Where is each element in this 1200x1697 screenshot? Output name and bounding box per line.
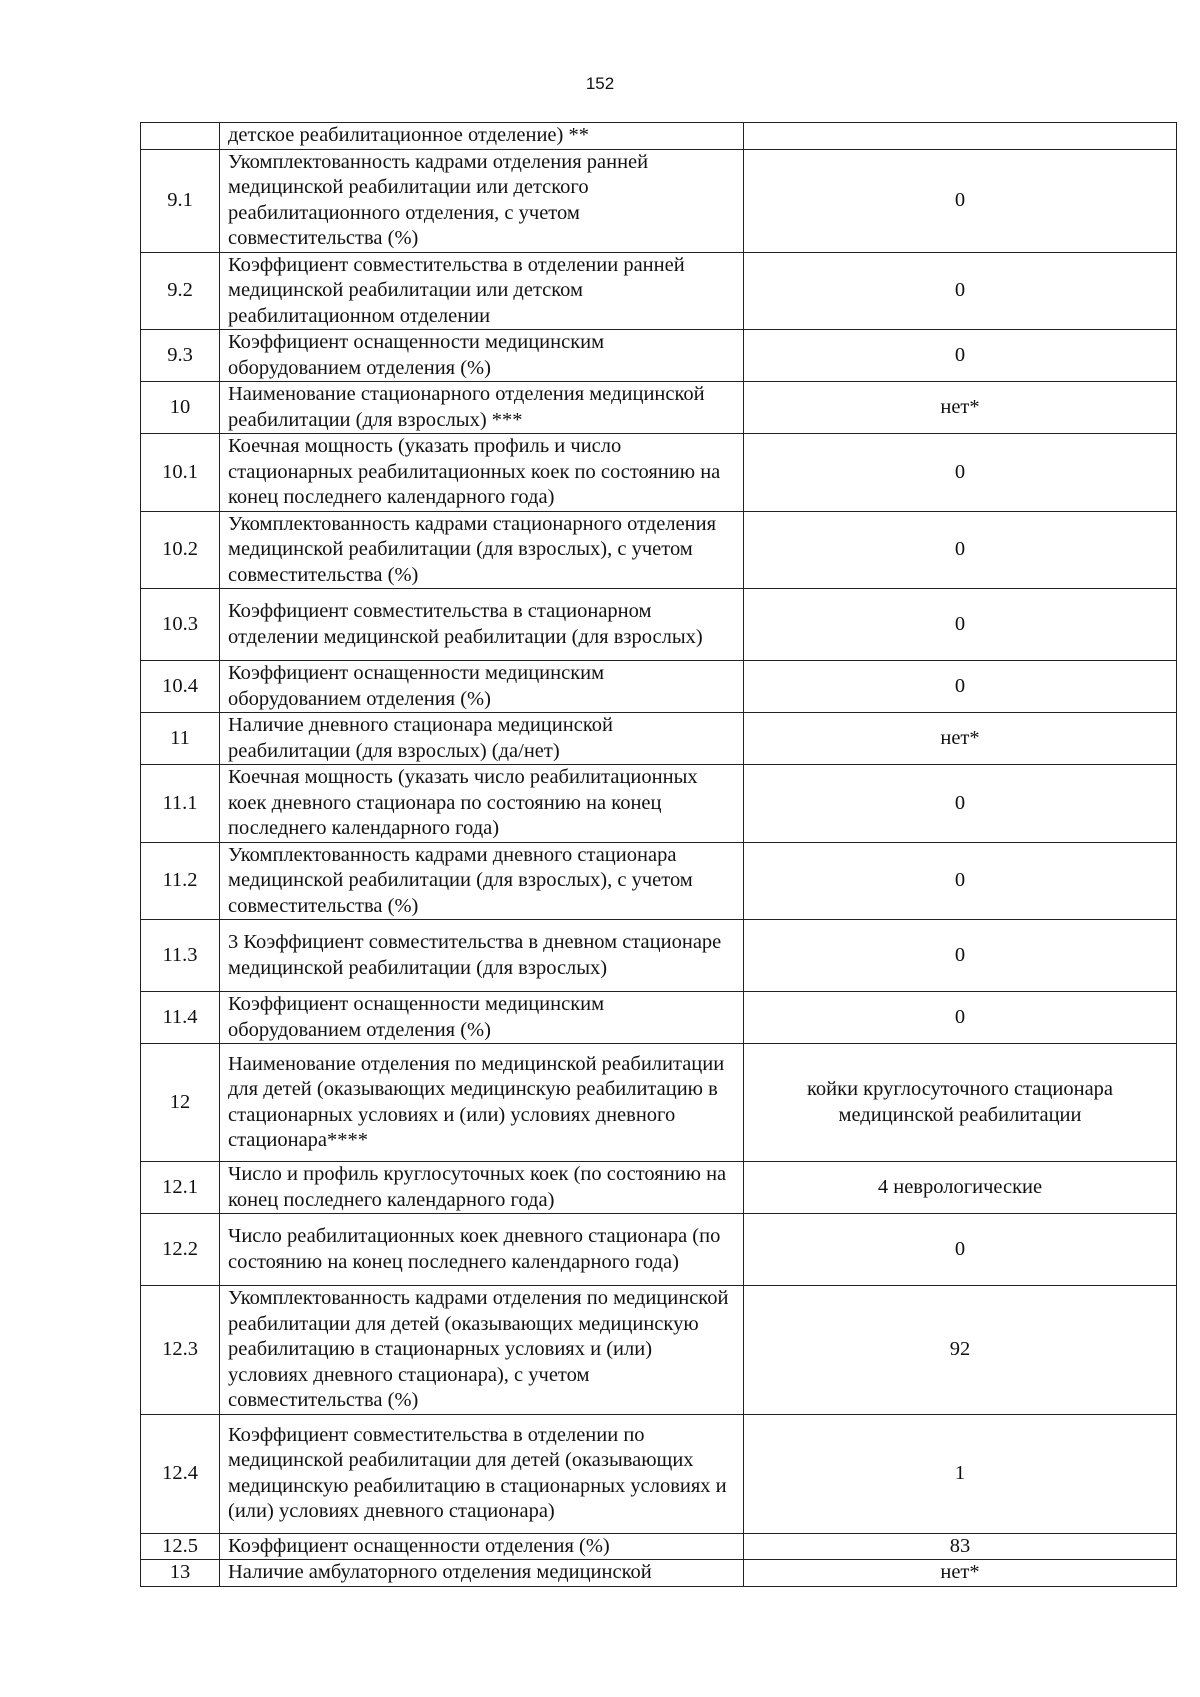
indicator-name-cell: Укомплектованность кадрами отделения по медицинской реабилитации для детей (оказывающих медицинскую реабилитацию в стационарных условиях и (или) условиях дневного стационара), с учетом совместительства (%) (220, 1286, 744, 1415)
indicator-value-cell: 0 (744, 992, 1177, 1044)
indicators-table (140, 122, 1177, 1587)
indicator-value-cell: 0 (744, 149, 1177, 252)
row-number-cell: 11.1 (141, 765, 220, 843)
indicator-name-cell: Коэффициент оснащенности медицинским оборудованием отделения (%) (220, 661, 744, 713)
row-number-cell: 11.2 (141, 842, 220, 920)
row-number-cell: 10.2 (141, 511, 220, 589)
row-number-cell: 11.3 (141, 920, 220, 992)
indicator-name-cell: Укомплектованность кадрами стационарного отделения медицинской реабилитации (для взрослых), с учетом совместительства (%) (220, 511, 744, 589)
row-number-cell: 11.4 (141, 992, 220, 1044)
indicator-name-cell: Укомплектованность кадрами дневного стационара медицинской реабилитации (для взрослых), с учетом совместительства (%) (220, 842, 744, 920)
indicator-name-cell: Наличие амбулаторного отделения медицинской (220, 1560, 744, 1587)
indicator-value-cell: 0 (744, 252, 1177, 330)
table-row (141, 765, 1177, 843)
row-number-cell (141, 123, 220, 150)
row-number-cell: 10.3 (141, 589, 220, 661)
indicator-name-cell: Число реабилитационных коек дневного стационара (по состоянию на конец последнего календарного года) (220, 1214, 744, 1286)
indicator-name-cell: Коэффициент оснащенности медицинским оборудованием отделения (%) (220, 992, 744, 1044)
indicator-value-cell: 1 (744, 1414, 1177, 1533)
table-row (141, 1044, 1177, 1162)
indicator-value-cell (744, 123, 1177, 150)
indicator-value-cell: 0 (744, 589, 1177, 661)
table-row (141, 992, 1177, 1044)
table-row (141, 149, 1177, 252)
indicator-value-cell: койки круглосуточного стационара медицинской реабилитации (744, 1044, 1177, 1162)
row-number-cell: 12.1 (141, 1162, 220, 1214)
indicator-name-cell: Укомплектованность кадрами отделения ранней медицинской реабилитации или детского реабилитационного отделения, с учетом совместительства (%) (220, 149, 744, 252)
indicator-value-cell: 92 (744, 1286, 1177, 1415)
table-row (141, 511, 1177, 589)
indicator-name-cell: Коечная мощность (указать число реабилитационных коек дневного стационара по состоянию на конец последнего календарного года) (220, 765, 744, 843)
table-row (141, 330, 1177, 382)
indicator-value-cell: 0 (744, 511, 1177, 589)
indicator-value-cell: 0 (744, 661, 1177, 713)
indicator-name-cell: Коэффициент совместительства в отделении по медицинской реабилитации для детей (оказывающих медицинскую реабилитацию в стационарных условиях и (или) условиях дневного стационара) (220, 1414, 744, 1533)
table-row (141, 252, 1177, 330)
row-number-cell: 12 (141, 1044, 220, 1162)
table-row (141, 589, 1177, 661)
indicator-name-cell: Наименование отделения по медицинской реабилитации для детей (оказывающих медицинскую реабилитацию в стационарных условиях и (или) условиях дневного стационара**** (220, 1044, 744, 1162)
indicator-value-cell: 0 (744, 765, 1177, 843)
table-row (141, 842, 1177, 920)
indicator-value-cell: 83 (744, 1533, 1177, 1560)
table-row (141, 713, 1177, 765)
indicators-table-body (141, 123, 1177, 1587)
table-row (141, 382, 1177, 434)
indicator-name-cell: Наименование стационарного отделения медицинской реабилитации (для взрослых) *** (220, 382, 744, 434)
table-row (141, 1533, 1177, 1560)
indicator-name-cell: детское реабилитационное отделение) ** (220, 123, 744, 150)
indicator-value-cell: 0 (744, 1214, 1177, 1286)
row-number-cell: 10.1 (141, 434, 220, 512)
indicator-name-cell: Коечная мощность (указать профиль и число стационарных реабилитационных коек по состоянию на конец последнего календарного года) (220, 434, 744, 512)
row-number-cell: 9.2 (141, 252, 220, 330)
indicator-name-cell: Наличие дневного стационара медицинской реабилитации (для взрослых) (да/нет) (220, 713, 744, 765)
table-row (141, 661, 1177, 713)
indicator-value-cell: 4 неврологические (744, 1162, 1177, 1214)
row-number-cell: 9.3 (141, 330, 220, 382)
row-number-cell: 10 (141, 382, 220, 434)
table-row (141, 1560, 1177, 1587)
row-number-cell: 12.3 (141, 1286, 220, 1415)
indicator-value-cell: 0 (744, 434, 1177, 512)
row-number-cell: 12.4 (141, 1414, 220, 1533)
indicator-value-cell: нет* (744, 713, 1177, 765)
row-number-cell: 13 (141, 1560, 220, 1587)
table-row (141, 1162, 1177, 1214)
row-number-cell: 10.4 (141, 661, 220, 713)
indicator-name-cell: Коэффициент оснащенности отделения (%) (220, 1533, 744, 1560)
table-row (141, 123, 1177, 150)
indicator-value-cell: 0 (744, 920, 1177, 992)
row-number-cell: 12.2 (141, 1214, 220, 1286)
row-number-cell: 12.5 (141, 1533, 220, 1560)
page-number: 152 (585, 74, 615, 93)
table-row (141, 920, 1177, 992)
table-row (141, 434, 1177, 512)
row-number-cell: 9.1 (141, 149, 220, 252)
indicator-name-cell: Коэффициент совместительства в стационарном отделении медицинской реабилитации (для взрослых) (220, 589, 744, 661)
indicator-name-cell: Число и профиль круглосуточных коек (по состоянию на конец последнего календарного года) (220, 1162, 744, 1214)
table-row (141, 1214, 1177, 1286)
table-row (141, 1414, 1177, 1533)
indicator-name-cell: Коэффициент оснащенности медицинским оборудованием отделения (%) (220, 330, 744, 382)
indicator-value-cell: 0 (744, 842, 1177, 920)
indicator-value-cell: нет* (744, 1560, 1177, 1587)
indicator-value-cell: нет* (744, 382, 1177, 434)
row-number-cell: 11 (141, 713, 220, 765)
table-row (141, 1286, 1177, 1415)
indicator-name-cell: Коэффициент совместительства в отделении ранней медицинской реабилитации или детском реабилитационном отделении (220, 252, 744, 330)
indicator-name-cell: 3 Коэффициент совместительства в дневном стационаре медицинской реабилитации (для взрослых) (220, 920, 744, 992)
indicator-value-cell: 0 (744, 330, 1177, 382)
